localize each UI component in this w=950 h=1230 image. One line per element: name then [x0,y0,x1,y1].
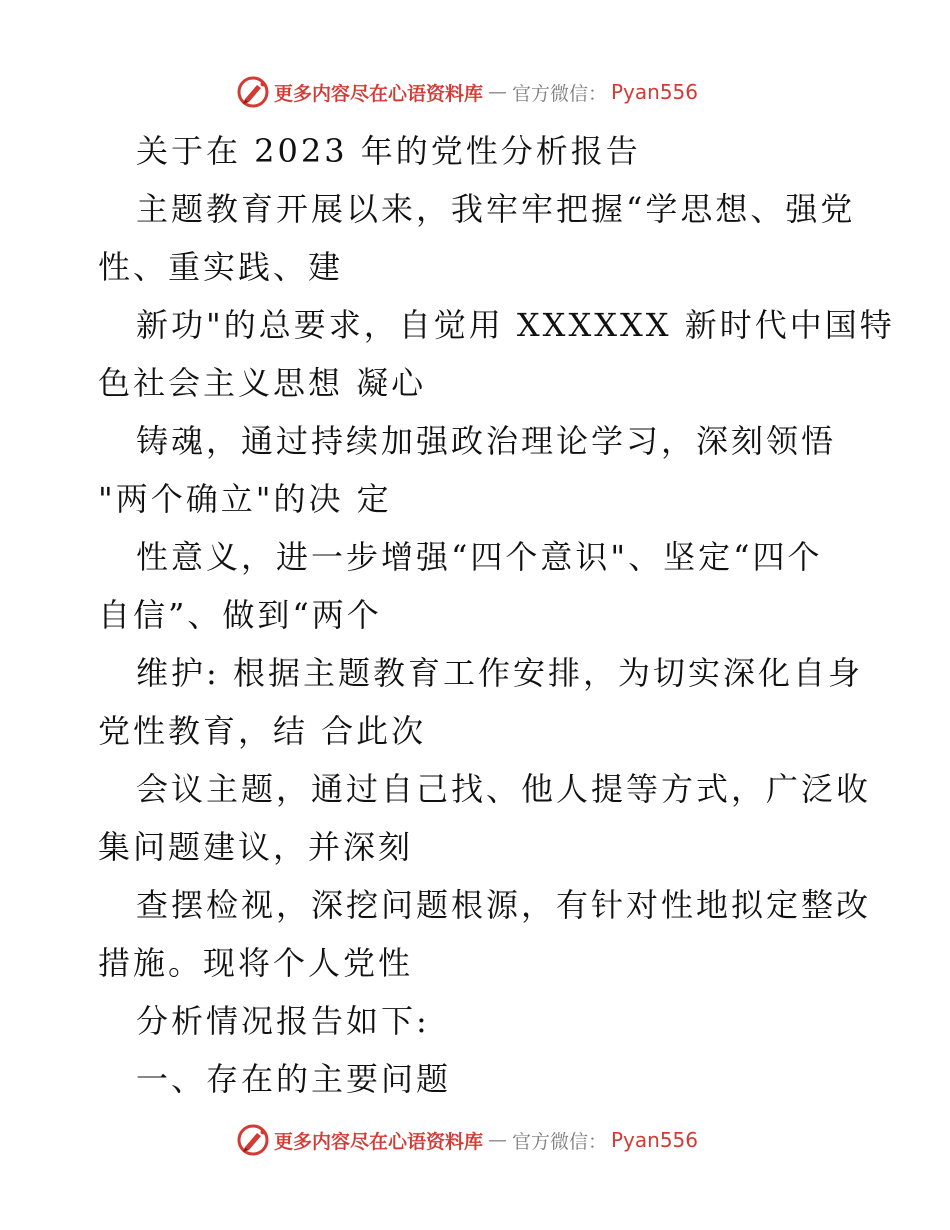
document-title: 关于在 2023 年的党性分析报告 [136,132,641,170]
document-body [98,122,895,1108]
footer-banner-content [236,1123,698,1157]
footer-banner [0,1120,950,1160]
header-banner-content [236,75,698,109]
header-banner-id: Pyan556 [611,80,699,104]
paragraph-line: 新功"的总要求，自觉用 XXXXXX 新时代中国特 [136,306,895,344]
paragraph-line: "两个确立"的决 定 [98,480,392,518]
header-banner-sub: 官方微信： [511,82,607,105]
paragraph-line: 主题教育开展以来，我牢牢把握“学思想、强党 [136,190,856,228]
pen-logo-icon [236,75,270,109]
section-heading: 一、存在的主要问题 [136,1060,452,1098]
paragraph-line: 措施。现将个人党性 [98,944,414,982]
paragraph-line: 性意义，进一步增强“四个意识"、坚定“四个 [136,538,823,576]
footer-banner-sub: 官方微信： [511,1130,607,1153]
footer-banner-id: Pyan556 [611,1128,699,1152]
paragraph-line: 会议主题，通过自己找、他人提等方式，广泛收 [136,770,872,808]
paragraph-line: 性、重实践、建 [98,248,344,286]
header-banner-text: 更多内容尽在心语资料库 [273,82,483,105]
header-banner [0,72,950,112]
header-banner-dash: — [487,81,507,103]
footer-banner-text: 更多内容尽在心语资料库 [273,1130,483,1153]
paragraph-line: 铸魂，通过持续加强政治理论学习，深刻领悟 [136,422,837,460]
footer-banner-dash: — [487,1129,507,1151]
paragraph-line: 色社会主义思想 凝心 [98,364,427,402]
paragraph-line: 查摆检视，深挖问题根源，有针对性地拟定整改 [136,886,872,924]
pen-logo-icon [236,1123,270,1157]
paragraph-line: 党性教育，结 合此次 [98,712,427,750]
paragraph-line: 自信”、做到“两个 [98,596,382,634]
paragraph-line: 分析情况报告如下: [136,1002,430,1040]
paragraph-line: 集问题建议，并深刻 [98,828,414,866]
paragraph-line: 维护: 根据主题教育工作安排，为切实深化自身 [136,654,863,692]
